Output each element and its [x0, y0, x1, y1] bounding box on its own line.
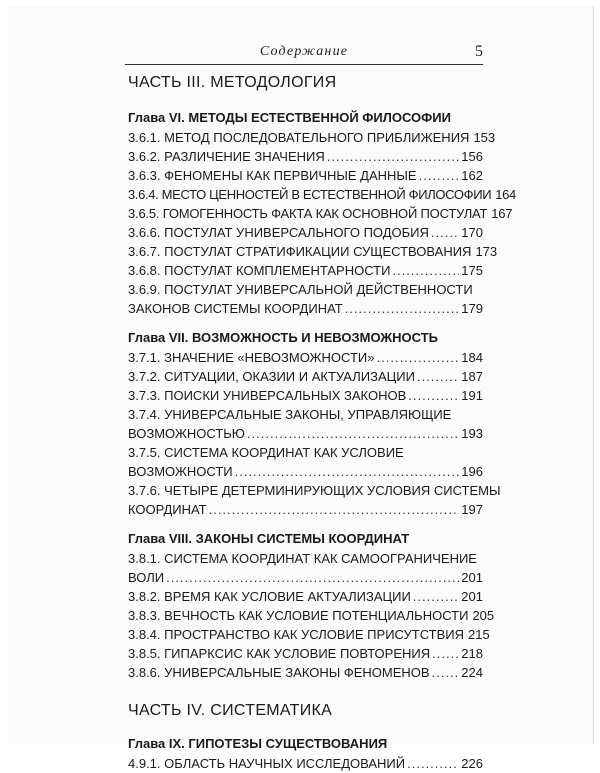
toc-entry: [128, 367, 483, 386]
entry-page: 175: [461, 263, 483, 278]
entry-title-line: 3.6.9. ПОСТУЛАТ УНИВЕРСАЛЬНОЙ ДЕЙСТВЕННОСТИ: [128, 282, 473, 297]
entry-title: 3.6.6. ПОСТУЛАТ УНИВЕРСАЛЬНОГО ПОДОБИЯ: [128, 225, 429, 240]
entry-title: ЗАКОНОВ СИСТЕМЫ КООРДИНАТ: [128, 301, 343, 316]
entry-title: ВОЗМОЖНОСТИ: [128, 464, 233, 479]
toc-entry: [128, 128, 496, 147]
chapter-title: Глава VII. ВОЗМОЖНОСТЬ И НЕВОЗМОЖНОСТЬ: [128, 330, 438, 345]
part-title: ЧАСТЬ III. МЕТОДОЛОГИЯ: [128, 74, 337, 91]
running-header: [125, 44, 483, 64]
toc-entry: [128, 223, 483, 242]
entry-title-line: 3.7.6. ЧЕТЫРЕ ДЕТЕРМИНИРУЮЩИХ УСЛОВИЯ СИСТЕМЫ: [128, 483, 501, 498]
entry-title: 3.6.7. ПОСТУЛАТ СТРАТИФИКАЦИИ СУЩЕСТВОВАНИЯ: [128, 244, 472, 259]
toc-entry: [128, 147, 483, 166]
toc-entry: [128, 299, 483, 318]
entry-title: 3.6.4. МЕСТО ЦЕННОСТЕЙ В ЕСТЕСТВЕННОЙ ФИЛОСОФИИ: [128, 187, 492, 202]
entry-page: 167: [491, 206, 513, 221]
entry-page: 179: [461, 301, 483, 316]
toc-entry: [128, 185, 516, 204]
entry-page: 215: [468, 627, 490, 642]
leader-dots: [432, 644, 459, 663]
header-rule: [125, 64, 483, 65]
entry-title: 3.8.3. ВЕЧНОСТЬ КАК УСЛОВИЕ ПОТЕНЦИАЛЬНОСТИ: [128, 608, 469, 623]
leader-dots: [209, 500, 460, 519]
leader-dots: [432, 663, 460, 682]
leader-dots: [377, 348, 460, 367]
header-title: Содержание: [259, 44, 349, 59]
chapter-title: Глава VIII. ЗАКОНЫ СИСТЕМЫ КООРДИНАТ: [128, 531, 410, 546]
chapter-title: Глава IX. ГИПОТЕЗЫ СУЩЕСТВОВАНИЯ: [128, 736, 388, 751]
toc-entry: [128, 166, 483, 185]
entry-title: 3.6.5. ГОМОГЕННОСТЬ ФАКТА КАК ОСНОВНОЙ ПОСТУЛАТ: [128, 206, 488, 221]
entry-title: 3.6.2. РАЗЛИЧЕНИЕ ЗНАЧЕНИЯ: [128, 149, 325, 164]
leader-dots: [431, 223, 459, 242]
toc-entry: [128, 587, 483, 606]
toc-entry: [128, 625, 490, 644]
leader-dots: [247, 424, 459, 443]
toc-entry: [128, 568, 483, 587]
entry-page: 164: [495, 187, 516, 202]
entry-page: 218: [461, 646, 483, 661]
entry-title: 3.8.6. УНИВЕРСАЛЬНЫЕ ЗАКОНЫ ФЕНОМЕНОВ: [128, 665, 430, 680]
entry-page: 224: [461, 665, 483, 680]
toc-entry: [128, 663, 483, 682]
chapter-title: Глава VI. МЕТОДЫ ЕСТЕСТВЕННОЙ ФИЛОСОФИИ: [128, 110, 451, 125]
leader-dots: [345, 299, 460, 318]
toc-entry: [128, 424, 483, 443]
entry-page: 201: [461, 589, 483, 604]
entry-title: 3.6.8. ПОСТУЛАТ КОМПЛЕМЕНТАРНОСТИ: [128, 263, 391, 278]
entry-page: 196: [461, 464, 483, 479]
entry-page: 184: [461, 350, 483, 365]
entry-title: 4.9.1. ОБЛАСТЬ НАУЧНЫХ ИССЛЕДОВАНИЙ: [128, 756, 406, 771]
leader-dots: [407, 754, 459, 773]
entry-page: 193: [461, 426, 483, 441]
entry-title: 3.6.3. ФЕНОМЕНЫ КАК ПЕРВИЧНЫЕ ДАННЫЕ: [128, 168, 417, 183]
leader-dots: [327, 147, 460, 166]
entry-title: 3.6.1. МЕТОД ПОСЛЕДОВАТЕЛЬНОГО ПРИБЛИЖЕНИЯ: [128, 130, 470, 145]
entry-title: ВОЗМОЖНОСТЬЮ: [128, 426, 245, 441]
toc-entry: [128, 386, 483, 405]
entry-title: ВОЛИ: [128, 570, 165, 585]
entry-page: 162: [461, 168, 483, 183]
leader-dots: [413, 587, 460, 606]
toc-entry: [128, 348, 483, 367]
entry-page: 187: [461, 369, 483, 384]
toc-entry: [128, 242, 498, 261]
leader-dots: [408, 386, 459, 405]
entry-title: 3.7.3. ПОИСКИ УНИВЕРСАЛЬНЫХ ЗАКОНОВ: [128, 388, 407, 403]
entry-title: 3.8.5. ГИПАРКСИС КАК УСЛОВИЕ ПОВТОРЕНИЯ: [128, 646, 431, 661]
entry-page: 156: [461, 149, 483, 164]
leader-dots: [235, 462, 460, 481]
entry-title: 3.7.2. СИТУАЦИИ, ОКАЗИИ И АКТУАЛИЗАЦИИ: [128, 369, 415, 384]
entry-title-line: 3.7.4. УНИВЕРСАЛЬНЫЕ ЗАКОНЫ, УПРАВЛЯЮЩИЕ: [128, 407, 452, 422]
entry-title: 3.8.2. ВРЕМЯ КАК УСЛОВИЕ АКТУАЛИЗАЦИИ: [128, 589, 411, 604]
toc-entry: [128, 261, 483, 280]
toc-entry: [128, 462, 483, 481]
entry-page: 197: [461, 502, 483, 517]
entry-page: 201: [461, 570, 483, 585]
leader-dots: [166, 568, 459, 587]
table-of-contents: [128, 72, 516, 773]
toc-entry: [128, 606, 495, 625]
leader-dots: [392, 261, 459, 280]
toc-entry: [128, 500, 483, 519]
entry-title-line: 3.8.1. СИСТЕМА КООРДИНАТ КАК САМООГРАНИЧЕНИЕ: [128, 551, 477, 566]
entry-title: 3.8.4. ПРОСТРАНСТВО КАК УСЛОВИЕ ПРИСУТСТВИЯ: [128, 627, 464, 642]
entry-page: 153: [473, 130, 496, 145]
entry-page: 226: [461, 756, 483, 771]
entry-page: 170: [461, 225, 483, 240]
toc-entry: [128, 204, 513, 223]
toc-entry: [128, 754, 483, 773]
entry-title: КООРДИНАТ: [128, 502, 207, 517]
part-title: ЧАСТЬ IV. СИСТЕМАТИКА: [128, 702, 333, 719]
entry-page: 173: [475, 244, 498, 259]
entry-title-line: 3.7.5. СИСТЕМА КООРДИНАТ КАК УСЛОВИЕ: [128, 445, 404, 460]
toc-entry: [128, 644, 483, 663]
page-number: 5: [475, 43, 483, 60]
leader-dots: [417, 367, 459, 386]
entry-title: 3.7.1. ЗНАЧЕНИЕ «НЕВОЗМОЖНОСТИ»: [128, 350, 375, 365]
entry-page: 191: [461, 388, 483, 403]
entry-page: 205: [472, 608, 495, 623]
leader-dots: [419, 166, 460, 185]
